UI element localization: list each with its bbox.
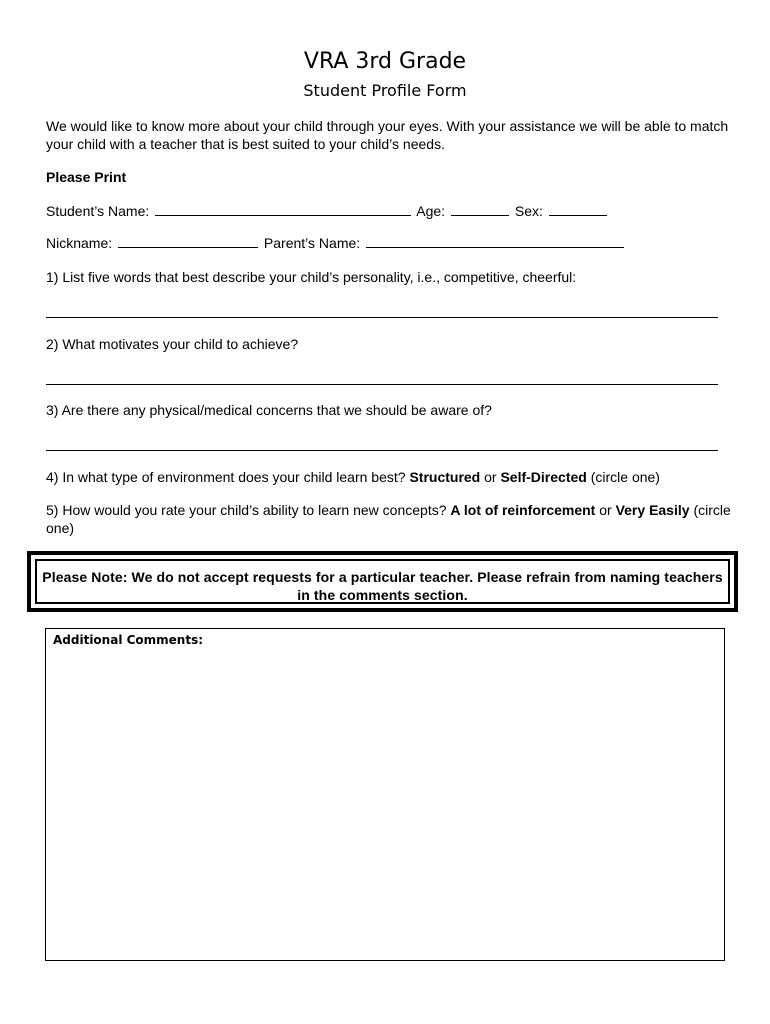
comments-label: Additional Comments: xyxy=(53,633,204,647)
option-structured[interactable]: Structured xyxy=(409,469,481,485)
question-5-suffix: (circle one) xyxy=(46,502,731,536)
option-self-directed[interactable]: Self-Directed xyxy=(500,469,587,485)
question-4-text: 4) In what type of environment does your child learn best? xyxy=(46,469,406,485)
option-reinforcement[interactable]: A lot of reinforcement xyxy=(450,502,596,518)
parent-name-field[interactable] xyxy=(366,234,624,248)
option-very: Very xyxy=(615,502,646,518)
student-name-field[interactable] xyxy=(155,202,411,216)
question-5 xyxy=(46,501,736,537)
answer-line-3[interactable] xyxy=(46,450,718,451)
sex-field[interactable] xyxy=(549,202,607,216)
note-box-inner xyxy=(35,559,730,604)
question-4-suffix: (circle one) xyxy=(590,469,660,485)
please-print-label: Please Print xyxy=(46,169,127,185)
question-3: 3) Are there any physical/medical concerns that we should be aware of? xyxy=(46,402,492,418)
age-field[interactable] xyxy=(451,202,509,216)
form-title: VRA 3rd Grade xyxy=(303,49,467,74)
answer-line-2[interactable] xyxy=(46,384,718,385)
nickname-line xyxy=(46,234,626,252)
question-2: 2) What motivates your child to achieve? xyxy=(46,336,299,352)
student-info-line xyxy=(46,202,609,220)
question-4-or: or xyxy=(484,469,497,485)
answer-line-1[interactable] xyxy=(46,317,718,318)
question-5-or: or xyxy=(599,502,612,518)
question-1: 1) List five words that best describe your child’s personality, i.e., competitive, cheerful: xyxy=(46,269,577,285)
note-box xyxy=(27,551,738,612)
intro-paragraph: We would like to know more about your child through your eyes. With your assistance we will be able to match your child with a teacher that is best suited to your child’s needs. xyxy=(46,118,729,152)
comments-box[interactable] xyxy=(45,628,725,961)
student-name-label: Student’s Name: xyxy=(46,203,150,219)
nickname-label: Nickname: xyxy=(46,235,113,251)
parent-name-label: Parent’s Name: xyxy=(263,235,361,251)
note-text: Please Note: We do not accept requests for a particular teacher. Please refrain from naming teachers in the comments section. xyxy=(42,569,723,603)
sex-label: Sex: xyxy=(514,203,543,219)
question-5-text: 5) How would you rate your child’s ability to learn new concepts? xyxy=(46,502,447,518)
option-very-easily[interactable] xyxy=(616,502,690,518)
option-easily: Easily xyxy=(649,502,690,518)
form-subtitle: Student Profile Form xyxy=(303,81,467,100)
question-4 xyxy=(46,468,660,486)
nickname-field[interactable] xyxy=(118,234,258,248)
age-label: Age: xyxy=(416,203,446,219)
